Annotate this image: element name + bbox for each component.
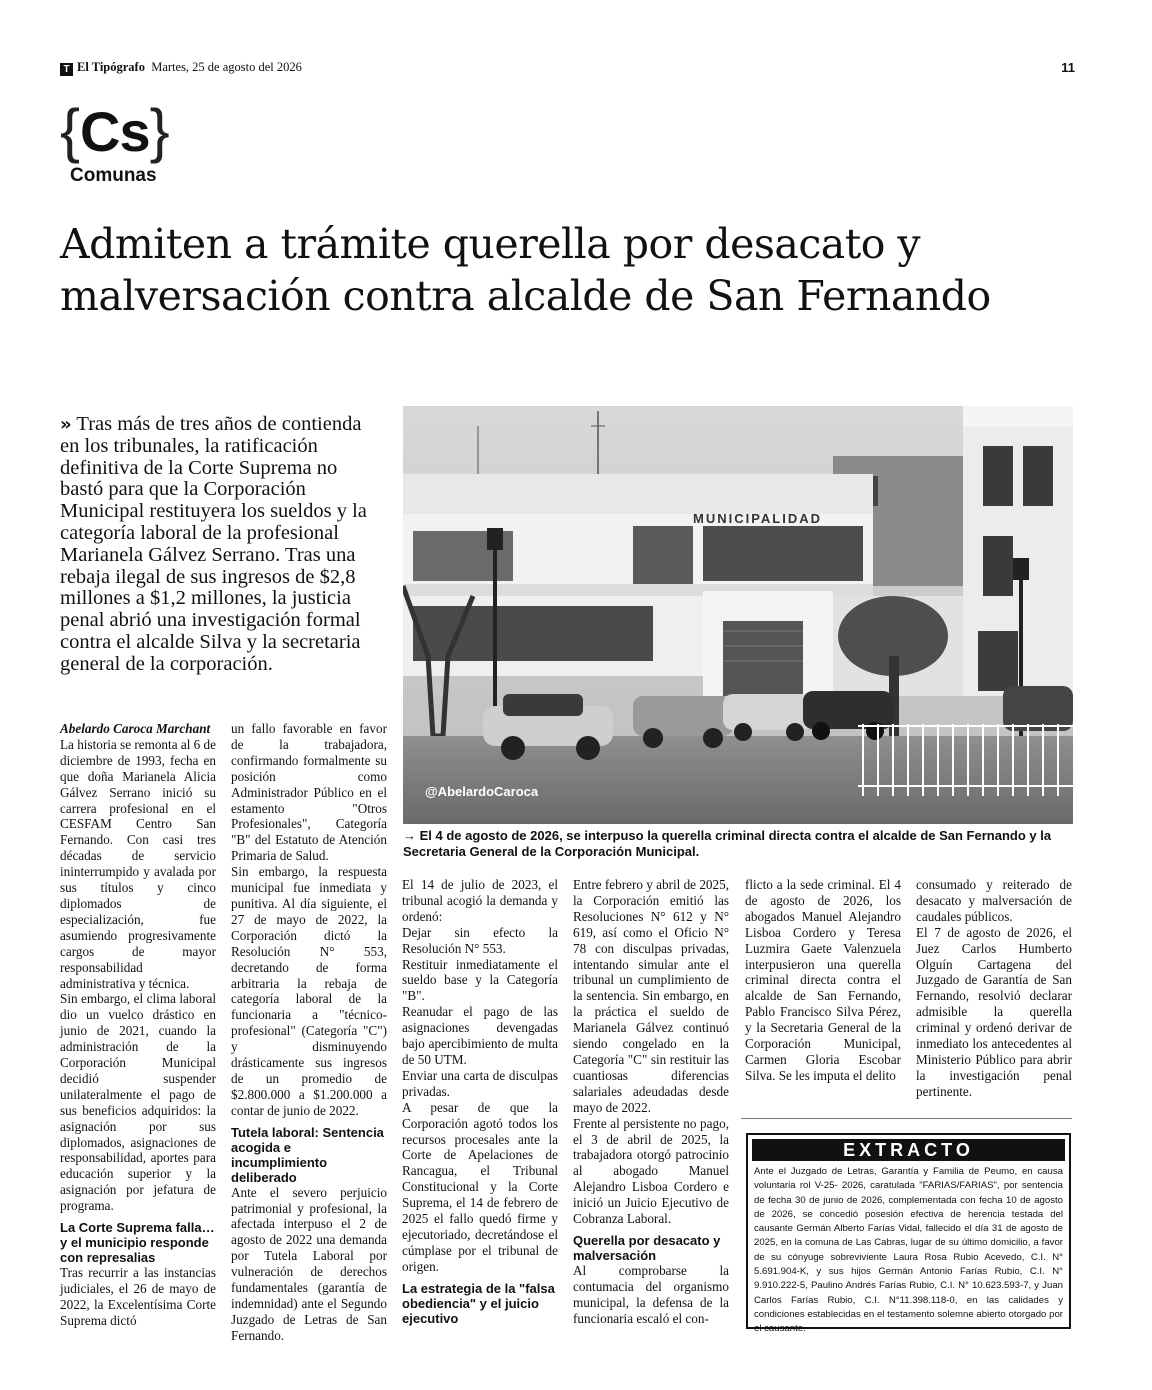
- paragraph: Enviar una carta de disculpas privadas.: [402, 1067, 558, 1099]
- paragraph: consumado y reiterado de desacato y malversación de caudales públicos.: [916, 877, 1072, 924]
- article-lead: [60, 414, 385, 676]
- column-divider: [741, 1118, 1072, 1119]
- paragraph: Reanudar el pago de las asignaciones devengadas bajo apercibimiento de multa de 50 UTM.: [402, 1004, 558, 1067]
- subheading: Querella por desacato y malversación: [573, 1232, 721, 1263]
- article-column-2: [231, 721, 387, 1344]
- issue-date: Martes, 25 de agosto del 2026: [151, 60, 302, 74]
- caption-text: El 4 de agosto de 2026, se interpuso la querella criminal directa contra el alcalde de San Fernando y la Secretaria General de la Corporación Municipal.: [403, 828, 1052, 859]
- photo-caption: [403, 828, 1073, 859]
- headline-line-2: malversación contra alcalde de San Fernando: [60, 272, 991, 320]
- subheading: Tutela laboral: Sentencia acogida e incumplimiento deliberado: [231, 1124, 384, 1185]
- extracto-notice: [746, 1133, 1071, 1335]
- paragraph: El 7 de agosto de 2026, el Juez Carlos Humberto Olguín Cartagena del Juzgado de Garantía de San Fernando, resolvió declarar admisible la querella criminal y ordenó derivar de inmediato los antecedentes al Ministerio Público para abrir la investigación penal pertinente.: [916, 924, 1072, 1099]
- municipal-building-photo: [403, 406, 1073, 824]
- section-open-brace: {: [60, 97, 81, 164]
- page-header: [60, 60, 1075, 78]
- paragraph: Dejar sin efecto la Resolución N° 553.: [402, 924, 558, 956]
- building-sign: MUNICIPALIDAD: [693, 511, 823, 526]
- section-abbr: Cs: [80, 100, 150, 163]
- article-photo: [403, 406, 1073, 824]
- paragraph: A pesar de que la Corporación agotó todos los recursos procesales ante la Corte de Apelaciones de Rancagua, el Tribunal Constitucional y la Corte Suprema, el 14 de febrero de 2025 el fallo quedó firme y ejecutoriado, decretándose el cúmplase por el tribunal de origen.: [402, 1099, 558, 1274]
- caption-arrow-icon: →: [403, 828, 416, 843]
- page-number: 11: [1061, 60, 1075, 75]
- paragraph: Entre febrero y abril de 2025, la Corporación emitió las Resoluciones N° 612 y N° 619, así como el Oficio N° 78 con disculpas privadas, intentando simular ante el tribunal un cumplimiento de la sentencia. Sin embargo, en la práctica el sueldo de Marianela Gálvez continuó siendo congelado en la Categoría "C" sin restituir las cuantiosas diferencias salariales adeudadas desde mayo de 2022.: [573, 877, 729, 1115]
- article-headline: [60, 218, 1060, 322]
- paragraph: Al comprobarse la contumacia del organismo municipal, la defensa de la funcionaria escaló el con-: [573, 1262, 729, 1326]
- paragraph: Sin embargo, la respuesta municipal fue inmediata y punitiva. Al día siguiente, el 27 de mayo de 2022, la Corporación dictó la Resolución N° 553, decretando de forma arbitraria la rebaja de categoría laboral de la funcionaria a "técnico-profesional" (Categoría "C") y disminuyendo drásticamente sus ingresos de un promedio de $2.800.000 a $1.200.000 a contar de junio de 2022.: [231, 864, 387, 1118]
- section-logo: [60, 98, 200, 193]
- newspaper-name: El Tipógrafo: [77, 60, 145, 74]
- lead-text: Tras más de tres años de contienda en los tribunales, la ratificación definitiva de la Corte Suprema no bastó para que la Corporación Municipal restituyera los sueldos y la categoría laboral de la profesional Marianela Gálvez Serrano. Tras una rebaja ilegal de sus ingresos de $2,8 millones a $1,2 millones, la justicia penal abrió una investigación formal contra el alcalde Silva y la secretaria general de la corporación.: [60, 413, 367, 675]
- paragraph: Tras recurrir a las instancias judiciales, el 26 de mayo de 2022, la Excelentísima Corte Suprema dictó: [60, 1265, 216, 1328]
- article-column-3: [402, 877, 558, 1326]
- paragraph: Restituir inmediatamente el sueldo base y la Categoría "B".: [402, 956, 558, 1004]
- article-column-4: [573, 877, 729, 1327]
- subheading: La estrategia de la "falsa obediencia" y el juicio ejecutivo: [402, 1280, 555, 1326]
- article-column-1: [60, 721, 216, 1329]
- extracto-title: EXTRACTO: [752, 1139, 1065, 1161]
- lead-quote-icon: »: [60, 414, 72, 435]
- article-column-5: [745, 877, 901, 1084]
- section-close-brace: }: [149, 97, 170, 164]
- article-column-6: [916, 877, 1072, 1100]
- newspaper-logo-icon: T: [60, 63, 73, 76]
- paragraph: La historia se remonta al 6 de diciembre de 1993, fecha en que doña Marianela Alicia Gálvez Serrano inició su carrera profesional en el CESFAM Centro San Fernando. Con casi tres décadas de servicio ininterrumpido y avalada por sus títulos y cinco diplomados de especialización, fue asumiendo progresivamente cargos de mayor responsabilidad administrativa y técnica.: [60, 736, 216, 991]
- paragraph: Ante el severo perjuicio patrimonial y profesional, la afectada interpuso el 2 de agosto de 2022 una demanda por Tutela Laboral por vulneración de derechos fundamentales (garantía de indemnidad) ante el Segundo Juzgado de Letras de San Fernando.: [231, 1184, 387, 1343]
- paragraph: flicto a la sede criminal. El 4 de agosto de 2026, los abogados Manuel Alejandro Lisboa Cordero y Teresa Luzmira Gaete Valenzuela interpusieron una querella criminal directa contra el alcalde de San Fernando, Pablo Francisco Silva Pérez, y la Secretaria General de la Corporación Municipal, Carmen Gloria Escobar Silva. Se les imputa el delito: [745, 877, 901, 1083]
- section-name: Comunas: [70, 165, 157, 186]
- paragraph: El 14 de julio de 2023, el tribunal acogió la demanda y ordenó:: [402, 877, 558, 924]
- photo-credit: @AbelardoCaroca: [425, 784, 539, 799]
- headline-line-1: Admiten a trámite querella por desacato y: [60, 220, 921, 268]
- paragraph: Sin embargo, el clima laboral dio un vuelco drástico en junio de 2021, cuando la administración de la Corporación Municipal decidió suspender unilateralmente el pago de sus beneficios adquiridos: la asignación por sus diplomados, asignaciones de responsabilidad, aportes para educación superior y la asignación por jefatura de programa.: [60, 991, 216, 1214]
- paragraph: Frente al persistente no pago, el 3 de abril de 2025, la trabajadora otorgó patrocinio al abogado Manuel Alejandro Lisboa Cordero e inició un Juicio Ejecutivo de Cobranza Laboral.: [573, 1115, 729, 1227]
- paragraph: un fallo favorable en favor de la trabajadora, confirmando formalmente su posición como Administrador Público en el estamento "Otros Profesionales", Categoría "B" del Estatuto de Atención Primaria de Salud.: [231, 721, 387, 864]
- subheading: La Corte Suprema falla… y el municipio responde con represalias: [60, 1220, 215, 1266]
- byline: Abelardo Caroca Marchant: [60, 721, 211, 736]
- extracto-text: Ante el Juzgado de Letras, Garantía y Familia de Peumo, en causa voluntaria rol V-25- 2026, caratulada "FARIAS/FARIAS", por sentencia de fecha 30 de junio de 2026, complementada con fecha 10 de agosto de 2026, se concedió posesión efectiva de herencia testada del causante Germán Alberto Farías Vidal, fallecido el día 31 de agosto de 2025, en la comuna de Las Cabras, lugar de su último domicilio, a favor de su cónyuge sobreviviente Laura Rosa Rubio Acevedo, C.I. N° 5.691.904-K, y sus hijos Germán Antonio Farías Rubio, C.I. N° 9.910.222-5, Paulino Andrés Farías Rubio, C.I. N° 10.623.593-7, y Juan Carlos Farías Rubio, C.I. N°11.398.118-0, en las calidades y condiciones establecidas en el testamento solemne abierto otorgado por el causante.: [754, 1166, 1063, 1335]
